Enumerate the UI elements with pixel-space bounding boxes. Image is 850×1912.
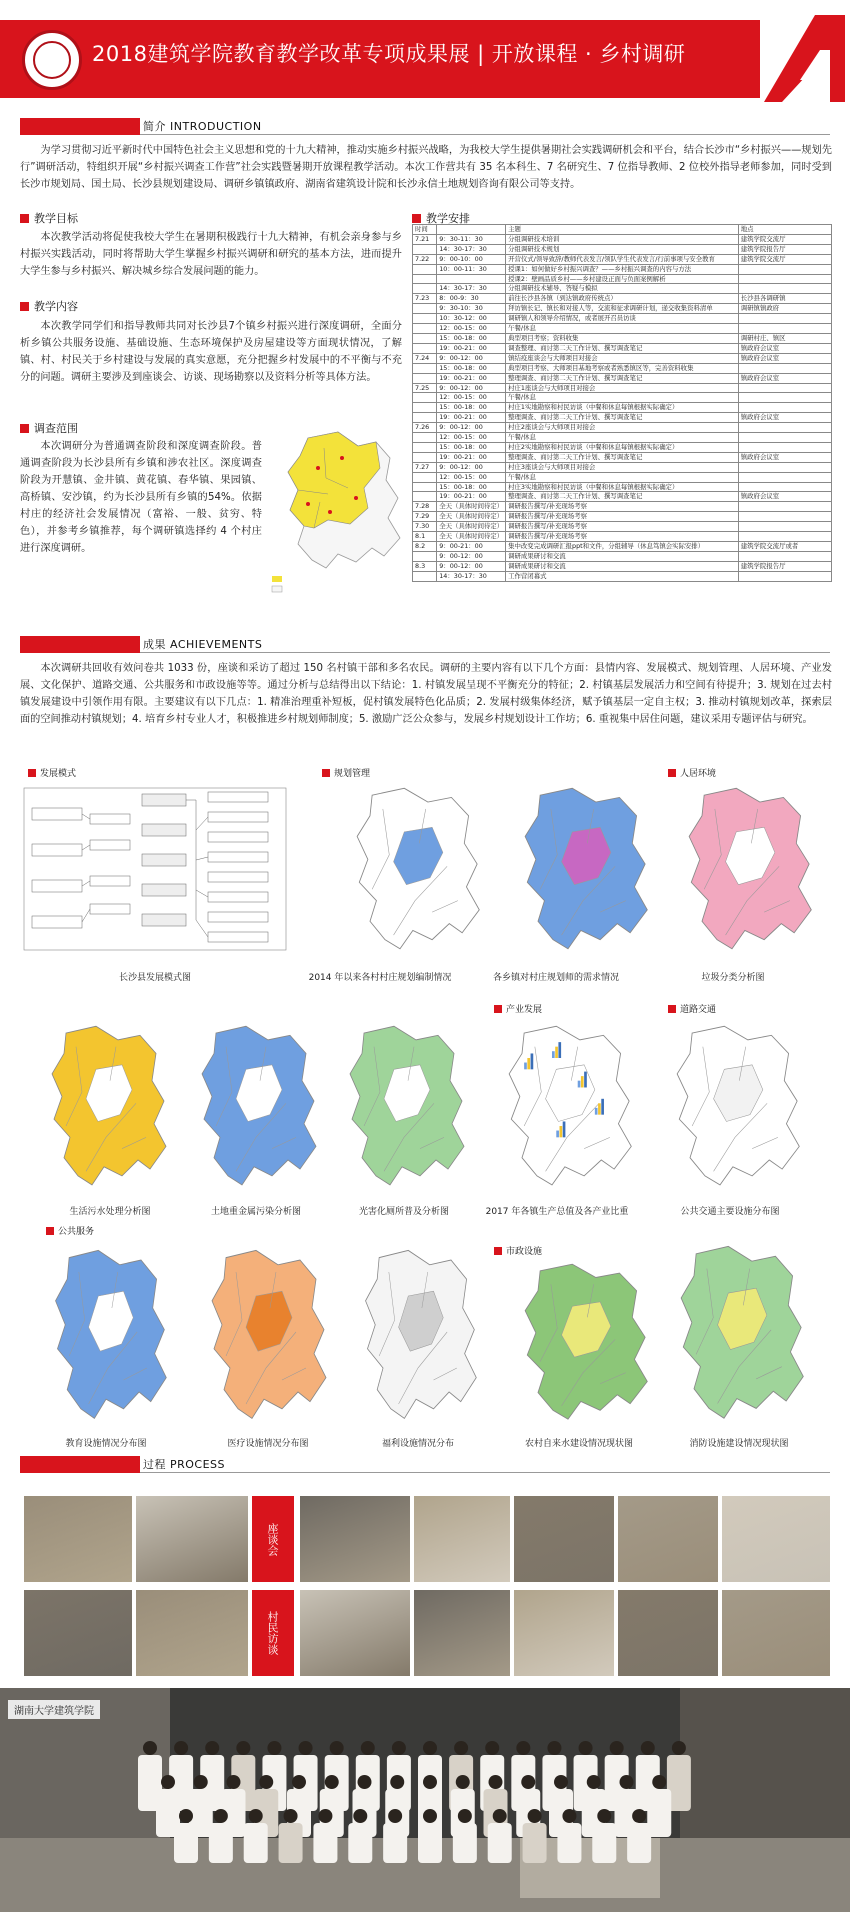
caption-education: 教育设施情况分布图 [65,1439,147,1449]
caption-metal: 土地重金属污染分析图 [210,1207,301,1217]
caption-water: 农村自来水建设情况现状图 [524,1439,633,1449]
schedule-cell: 9：00-12：00 [437,383,506,393]
achievements-text: 本次调研共回收有效问卷共 1033 份，座谈和采访了超过 150 名村镇干部和多名农民。调研的主要内容有以下几个方面：县情内容、发展模式、规划管理、人居环境、产业发展、文化保护、道路交通、公共服务和市政设施等等。通过分析与总结得出以下结论：1. 村镇发展呈现不平衡充分的特征；2. 村镇基层发展活力和空间有待提升；3. 规划在过去村镇发展建设中引领作用有限。主要建议有以下几点：1. 精准治理重补短板，促村镇发展特色化品质；2. 发展村级集体经济，赋予镇基层一定自主权；3. 推动村镇规划改革，探索层面的空间推动村镇规划；4. 培育乡村专业人才，积极推进乡村规划师制度；5. 激励广泛公众参与，发展乡村规划设计工作坊；6. 重视集中居住问题，建议采用专题评估与研究。 [20,663,832,725]
schedule-cell: 分组调研技术培训 [506,234,739,244]
schedule-cell: 8：00-9：30 [437,294,506,304]
schedule-cell: 全天（具体时间待定） [437,502,506,512]
schedule-cell: 9：00-21：00 [437,542,506,552]
schedule-cell: 拜访镇长记、镇长和对接人等，交流和征求调研计划，递交收集资料清单 [506,304,739,314]
goal-text: 本次教学活动将促使我校大学生在暑期积极践行十九大精神，有机会亲身参与乡村振兴实践活动，同时将帮助大学生掌握乡村振兴调研和研究的基本方法，进而提升大学生参与乡村振兴、解决城乡综合发展问题的能力。 [20,232,402,277]
schedule-cell: 村庄1实地勘察和村民访谈（中餐和休息每镇根据实际确定） [506,403,739,413]
caption-sewage: 生活污水处理分析图 [69,1207,151,1217]
caption-demand: 各乡镇对村庄规划师的需求情况 [492,973,619,983]
schedule-cell: 10：00-11：30 [437,264,506,274]
schedule-cell: 前往长沙县各镇（到达镇政府传统点） [506,294,739,304]
schedule-cell: 长沙县各调研镇 [738,294,831,304]
schedule-cell: 14：30-17：30 [437,571,506,581]
schedule-cell: 建筑学院报告厅 [738,561,831,571]
schedule-cell: 15：00-18：00 [437,363,506,373]
caption-fire: 消防设施建设情况现状图 [689,1439,789,1449]
schedule-cell: 19：00-21：00 [437,343,506,353]
schedule-cell: 午餐/休息 [506,472,739,482]
schedule-cell: 全天（具体时间待定） [437,512,506,522]
process-photo [24,1590,132,1676]
schedule-cell: 整理调查、商讨第二天工作计划、撰写调查笔记 [506,413,739,423]
schedule-cell: 村庄3座谈会与大师项目对接会 [506,462,739,472]
schedule-cell: 9：00-12：00 [437,561,506,571]
schedule-cell: 镇政府会议室 [738,373,831,383]
tag-traffic: 道路交通 [668,1002,716,1015]
schedule-cell: 7.27 [413,462,437,472]
schedule-cell: 调研报告撰写/补充现场考察 [506,532,739,542]
process-heading: 过程 PROCESS [143,1458,226,1471]
scope-text: 本次调研分为普通调查阶段和深度调查阶段。普通调查阶段为长沙县所有乡镇和涉农社区。深度调查阶段为开慧镇、金井镇、黄花镇、春华镇、果园镇、高桥镇、安沙镇，约为长沙县所有乡镇的54%。依据村庄的经济社会发展情况（富裕、一般、贫穷、特色），并参考乡镇推荐，每个调研镇选择约 4 个村庄进行深度调研。 [20,441,262,554]
schedule-cell: 开营仪式/领导致辞/教师代表发言/领队学生代表发言/行前事项与安全教育 [506,254,739,264]
schedule-cell: 主题 [506,225,739,235]
tag-planning: 规划管理 [322,766,370,779]
tag-development: 发展模式 [28,766,76,779]
schedule-cell: 授课1：如何做好乡村振兴调查？——乡村振兴调查的内容与方法 [506,264,739,274]
schedule-cell: 时间 [413,225,437,235]
process-photo [414,1590,510,1676]
process-photo [414,1496,510,1582]
schedule-cell: 集中改变完成调研汇报ppt和文件，分组辅导（休息笃镇会实际安排） [506,542,739,552]
schedule-cell: 分组调研技术辅导、答疑与模拟 [506,284,739,294]
process-photo [136,1590,248,1676]
schedule-cell: 镇政府会议室 [738,492,831,502]
schedule-cell: 19：00-21：00 [437,413,506,423]
tag-habitat: 人居环境 [668,766,716,779]
caption-garbage: 垃圾分类分析图 [701,973,765,983]
schedule-cell: 建筑学院报告厅 [738,244,831,254]
schedule-cell: 地点 [738,225,831,235]
process-photo [514,1590,614,1676]
schedule-cell: 12：00-15：00 [437,324,506,334]
school-sign: 湖南大学建筑学院 [8,1700,100,1719]
schedule-cell: 授课2：壁画品质乡村——乡村建设正面与负面案例解析 [506,274,739,284]
content-heading: 教学内容 [34,300,78,313]
schedule-cell: 全天（具体时间待定） [437,522,506,532]
schedule-cell: 8.3 [413,561,437,571]
process-photo [300,1496,410,1582]
schedule-cell: 7.21 [413,234,437,244]
schedule-cell: 7.22 [413,254,437,264]
schedule-cell: 7.30 [413,522,437,532]
schedule-cell: 调研报告撰写/补充现场考察 [506,522,739,532]
schedule-cell: 调研成果研讨和交流 [506,551,739,561]
schedule-cell: 调研报告撰写/补充现场考察 [506,512,739,522]
caption-medical: 医疗设施情况分布图 [227,1439,309,1449]
schedule-cell: 镇政府会议室 [738,413,831,423]
schedule-cell: 9：00-12：00 [437,353,506,363]
schedule-cell: 19：00-21：00 [437,492,506,502]
content-text: 本次教学同学们和指导教师共同对长沙县7个镇乡村振兴进行深度调研，全面分析乡镇公共服务设施、基础设施、生态环境保护及房屋建设等方面现状情况，了解镇、村、村民关于乡村建设与发展的真实意愿，充分把握乡村发展中的不平衡与不充分的问题。调研主要涉及到座谈会、访谈、现场勘察以及资料分析等具体方法。 [20,321,402,383]
schedule-cell: 镇政府会议室 [738,452,831,462]
schedule-cell: 7.28 [413,502,437,512]
schedule-cell: 典型项目考察、大师项目基地考察或者熟悉镇区等，完善资料收集 [506,363,739,373]
schedule-cell: 午餐/休息 [506,393,739,403]
schedule-cell: 8.2 [413,542,437,552]
schedule-cell: 村庄2实地勘察和村民访谈（中餐和休息每镇根据实际确定） [506,442,739,452]
schedule-cell: 村庄3实地勘察和村民访谈（中餐和休息每镇根据实际确定） [506,482,739,492]
schedule-cell: 7.26 [413,423,437,433]
schedule-cell: 9：00-10：00 [437,254,506,264]
schedule-cell: 镇结疫座谈会与大师项目对接会 [506,353,739,363]
schedule-cell: 建筑学院交流厅 [738,234,831,244]
meeting-label: 座谈会 [252,1496,294,1582]
schedule-cell: 15：00-18：00 [437,403,506,413]
schedule-cell: 调查整理、商讨第二天工作计划、撰写调查笔记 [506,343,739,353]
schedule-heading: 教学安排 [426,212,470,225]
achievements-heading: 成果 ACHIEVEMENTS [143,638,263,651]
schedule-cell: 19：00-21：00 [437,452,506,462]
schedule-cell: 9：30-10：30 [437,304,506,314]
schedule-cell: 工作营闭幕式 [506,571,739,581]
schedule-cell: 整理调查、商讨第二天工作计划、撰写调查笔记 [506,452,739,462]
interview-label: 村民访谈 [252,1590,294,1676]
group-photo [0,1688,850,1912]
process-photo [24,1496,132,1582]
schedule-cell: 全天（具体时间待定） [437,532,506,542]
intro-heading: 简介 INTRODUCTION [143,120,262,133]
schedule-cell: 15：00-18：00 [437,333,506,343]
caption-planning: 2014 年以来各村村庄规划编制情况 [308,973,452,983]
process-photo [618,1590,718,1676]
page-title: 2018建筑学院教育教学改革专项成果展 | 开放课程 · 乡村调研 [92,42,686,66]
schedule-cell: 分组调研技术规划 [506,244,739,254]
schedule-cell: 12：00-15：00 [437,472,506,482]
schedule-cell: 7.29 [413,512,437,522]
schedule-cell: 调研镇镇政府 [738,304,831,314]
caption-toilet: 光害化厕所普及分析图 [358,1207,449,1217]
process-photo [136,1496,248,1582]
schedule-cell: 调研成果研讨和交流 [506,561,739,571]
intro-text: 为学习贯彻习近平新时代中国特色社会主义思想和党的十九大精神，推动实施乡村振兴战略，为我校大学生提供暑期社会实践调研机会和平台，结合长沙市“乡村振兴——规划先行”调研活动，特组织开展“乡村振兴调查工作营”社会实践暨暑期开放课程教学活动。本次工作营共有 35 名本科生、7 名研究生、7 位指导教师、2 位校外指导老师参加，同时受到长沙市规划局、国土局、长沙县规划建设局、调研乡镇镇政府、湖南省建筑设计院和长沙永信土地规划咨询有限公司等支持。 [20,145,832,190]
schedule-cell: 7.24 [413,353,437,363]
caption-development: 长沙县发展模式图 [118,973,191,983]
schedule-cell: 镇政府会议室 [738,343,831,353]
process-photo [514,1496,614,1582]
schedule-cell: 调研报告撰写/补充现场考察 [506,502,739,512]
schedule-cell: 调研村庄、镇区 [738,333,831,343]
schedule-cell: 午餐/休息 [506,433,739,443]
schedule-cell: 7.25 [413,383,437,393]
tag-industry: 产业发展 [494,1002,542,1015]
schedule-cell: 9：00-12：00 [437,462,506,472]
tag-municipal: 市政设施 [494,1244,542,1257]
schedule-cell: 15：00-18：00 [437,482,506,492]
process-photo [300,1590,410,1676]
schedule-cell: 整理调查、商讨第二天工作计划、撰写调查笔记 [506,492,739,502]
schedule-cell: 整理调查、商讨第二天工作计划、撰写调查笔记 [506,373,739,383]
caption-industry: 2017 年各镇生产总值及各产业比重 [485,1207,629,1217]
schedule-cell: 19：00-21：00 [437,373,506,383]
schedule-cell: 镇政府会议室 [738,353,831,363]
process-photo [722,1590,830,1676]
schedule-cell: 村庄1座谈会与大师项目对接会 [506,383,739,393]
process-photo [618,1496,718,1582]
schedule-cell: 午餐/休息 [506,324,739,334]
schedule-cell: 9：00-12：00 [437,423,506,433]
schedule-cell: 14：30-17：30 [437,284,506,294]
process-photo [722,1496,830,1582]
schedule-cell: 8.1 [413,532,437,542]
schedule-cell: 建筑学院交流厅或者 [738,542,831,552]
schedule-cell: 典型项目考察；资料收集 [506,333,739,343]
caption-welfare: 福利设施情况分布 [381,1439,454,1449]
schedule-cell: 9：30-11：30 [437,234,506,244]
scope-heading: 调查范围 [34,422,78,435]
schedule-cell: 村庄2座谈会与大师项目对接会 [506,423,739,433]
schedule-cell: 12：00-15：00 [437,393,506,403]
schedule-cell: 12：00-15：00 [437,433,506,443]
schedule-cell: 10：30-12：00 [437,314,506,324]
schedule-cell: 建筑学院交流厅 [738,254,831,264]
tag-public-service: 公共服务 [46,1224,94,1237]
schedule-cell: 9：00-12：00 [437,551,506,561]
schedule-cell: 15：00-18：00 [437,442,506,452]
schedule-cell: 调研镇人和领导介绍情况，或者展开召员访谈 [506,314,739,324]
goal-heading: 教学目标 [34,212,78,225]
schedule-cell: 14：30-17：30 [437,244,506,254]
schedule-cell: 7.23 [413,294,437,304]
caption-traffic: 公共交通主要设施分布图 [680,1207,780,1217]
